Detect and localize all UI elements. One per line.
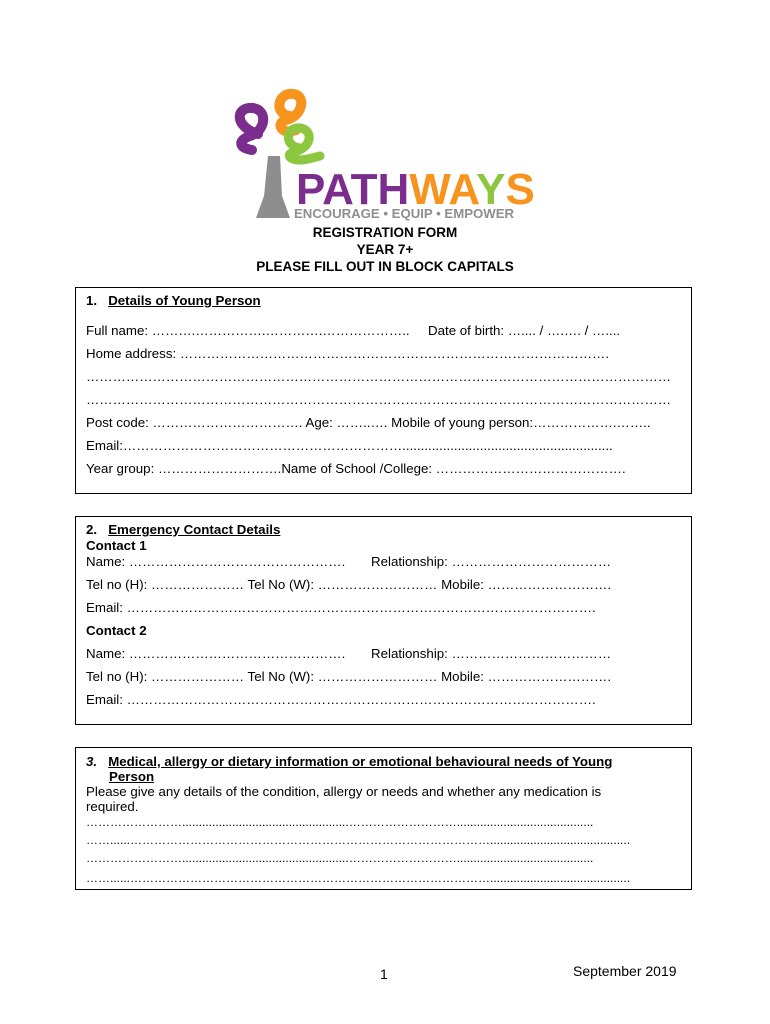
logo-tagline: ENCOURAGE • EQUIP • EMPOWER [294,206,515,221]
section-3-number: 3. [86,754,98,769]
year-group-school-field[interactable]: Year group: ……………………….Name of School /College: ……………………………………. [86,461,626,476]
section-2-number: 2. [86,522,98,537]
home-address-field[interactable]: Home address: ……………………………………………………………………………………. [86,346,610,361]
section-3-title-line-1: Medical, allergy or dietary information or emotional behavioural needs of Young [108,754,613,769]
logo-letter: P [296,165,323,214]
logo-letter: S [505,165,535,214]
contact-1-tel-field[interactable]: Tel no (H): ………………… Tel No (W): ……………………… Mobile: ………………………. [86,577,612,592]
section-2-heading [86,522,280,538]
logo-letter: W [409,165,449,214]
medical-details-line-2[interactable]: ……......……………………………………………………………………………….......................................... [86,833,631,847]
address-line-3[interactable]: …………………………………………………………………………………………………………………… [86,392,672,407]
contact-2-name-field[interactable]: Name: …………………………………………. [86,646,346,661]
form-title: REGISTRATION FORM [312,225,458,240]
pathways-logo [228,86,544,224]
contact-1-email-field[interactable]: Email: ……………………………………………………………………………………………. [86,600,596,615]
section-2-title: Emergency Contact Details [108,522,281,537]
section-emergency-contacts [75,516,692,725]
medical-instruction-line-1: Please give any details of the condition, allergy or needs and whether any medication is [86,784,602,799]
section-1-number: 1. [86,293,98,308]
logo-letter: H [377,165,410,214]
contact-1-label: Contact 1 [86,538,147,553]
form-instruction: PLEASE FILL OUT IN BLOCK CAPITALS [256,259,514,274]
dob-field[interactable]: Date of birth: ….... / ….…. / ….... [428,323,621,338]
logo-letter: T [350,165,378,214]
contact-2-email-field[interactable]: Email: ……………………………………………………………………………………………. [86,692,596,707]
section-1-heading [86,293,261,309]
contact-1-relationship-field[interactable]: Relationship: ……………………………… [371,554,612,569]
logo-letter: A [448,165,477,214]
page-number: 1 [380,966,388,982]
contact-2-label: Contact 2 [86,623,147,638]
contact-1-name-field[interactable]: Name: …………………………………………. [86,554,346,569]
form-year: YEAR 7+ [356,242,414,257]
medical-instruction-line-2: required. [86,799,139,814]
contact-2-tel-field[interactable]: Tel no (H): ………………… Tel No (W): ……………………… Mobile: ………………………. [86,669,612,684]
full-name-field[interactable]: Full name: ……….…………….………….……………….. [86,323,410,338]
section-medical-needs [75,747,692,890]
email-field[interactable]: Email:………………………………………………………......................................................... [86,438,613,453]
section-3-title-line-2: Person [109,769,155,784]
address-line-2[interactable]: …………………………………………………………………………………………………………………… [86,369,672,384]
medical-details-line-4[interactable]: ……......……………………………………………………………………………….......................................... [86,871,631,885]
logo-letter: A [322,165,351,214]
medical-details-line-1[interactable]: ……………………..................................................………………………......................................... [86,815,594,829]
logo-letter: Y [476,165,506,214]
postcode-age-mobile-field[interactable]: Post code: ……………………………. Age: ……..…. Mobile of young person:……………….…….. [86,415,651,430]
contact-2-relationship-field[interactable]: Relationship: ……………………………… [371,646,612,661]
section-young-person [75,287,692,494]
section-3-heading [86,754,612,770]
medical-details-line-3[interactable]: ……………………..................................................………………………......................................... [86,851,594,865]
section-1-title: Details of Young Person [108,293,261,308]
footer-date: September 2019 [573,963,677,979]
